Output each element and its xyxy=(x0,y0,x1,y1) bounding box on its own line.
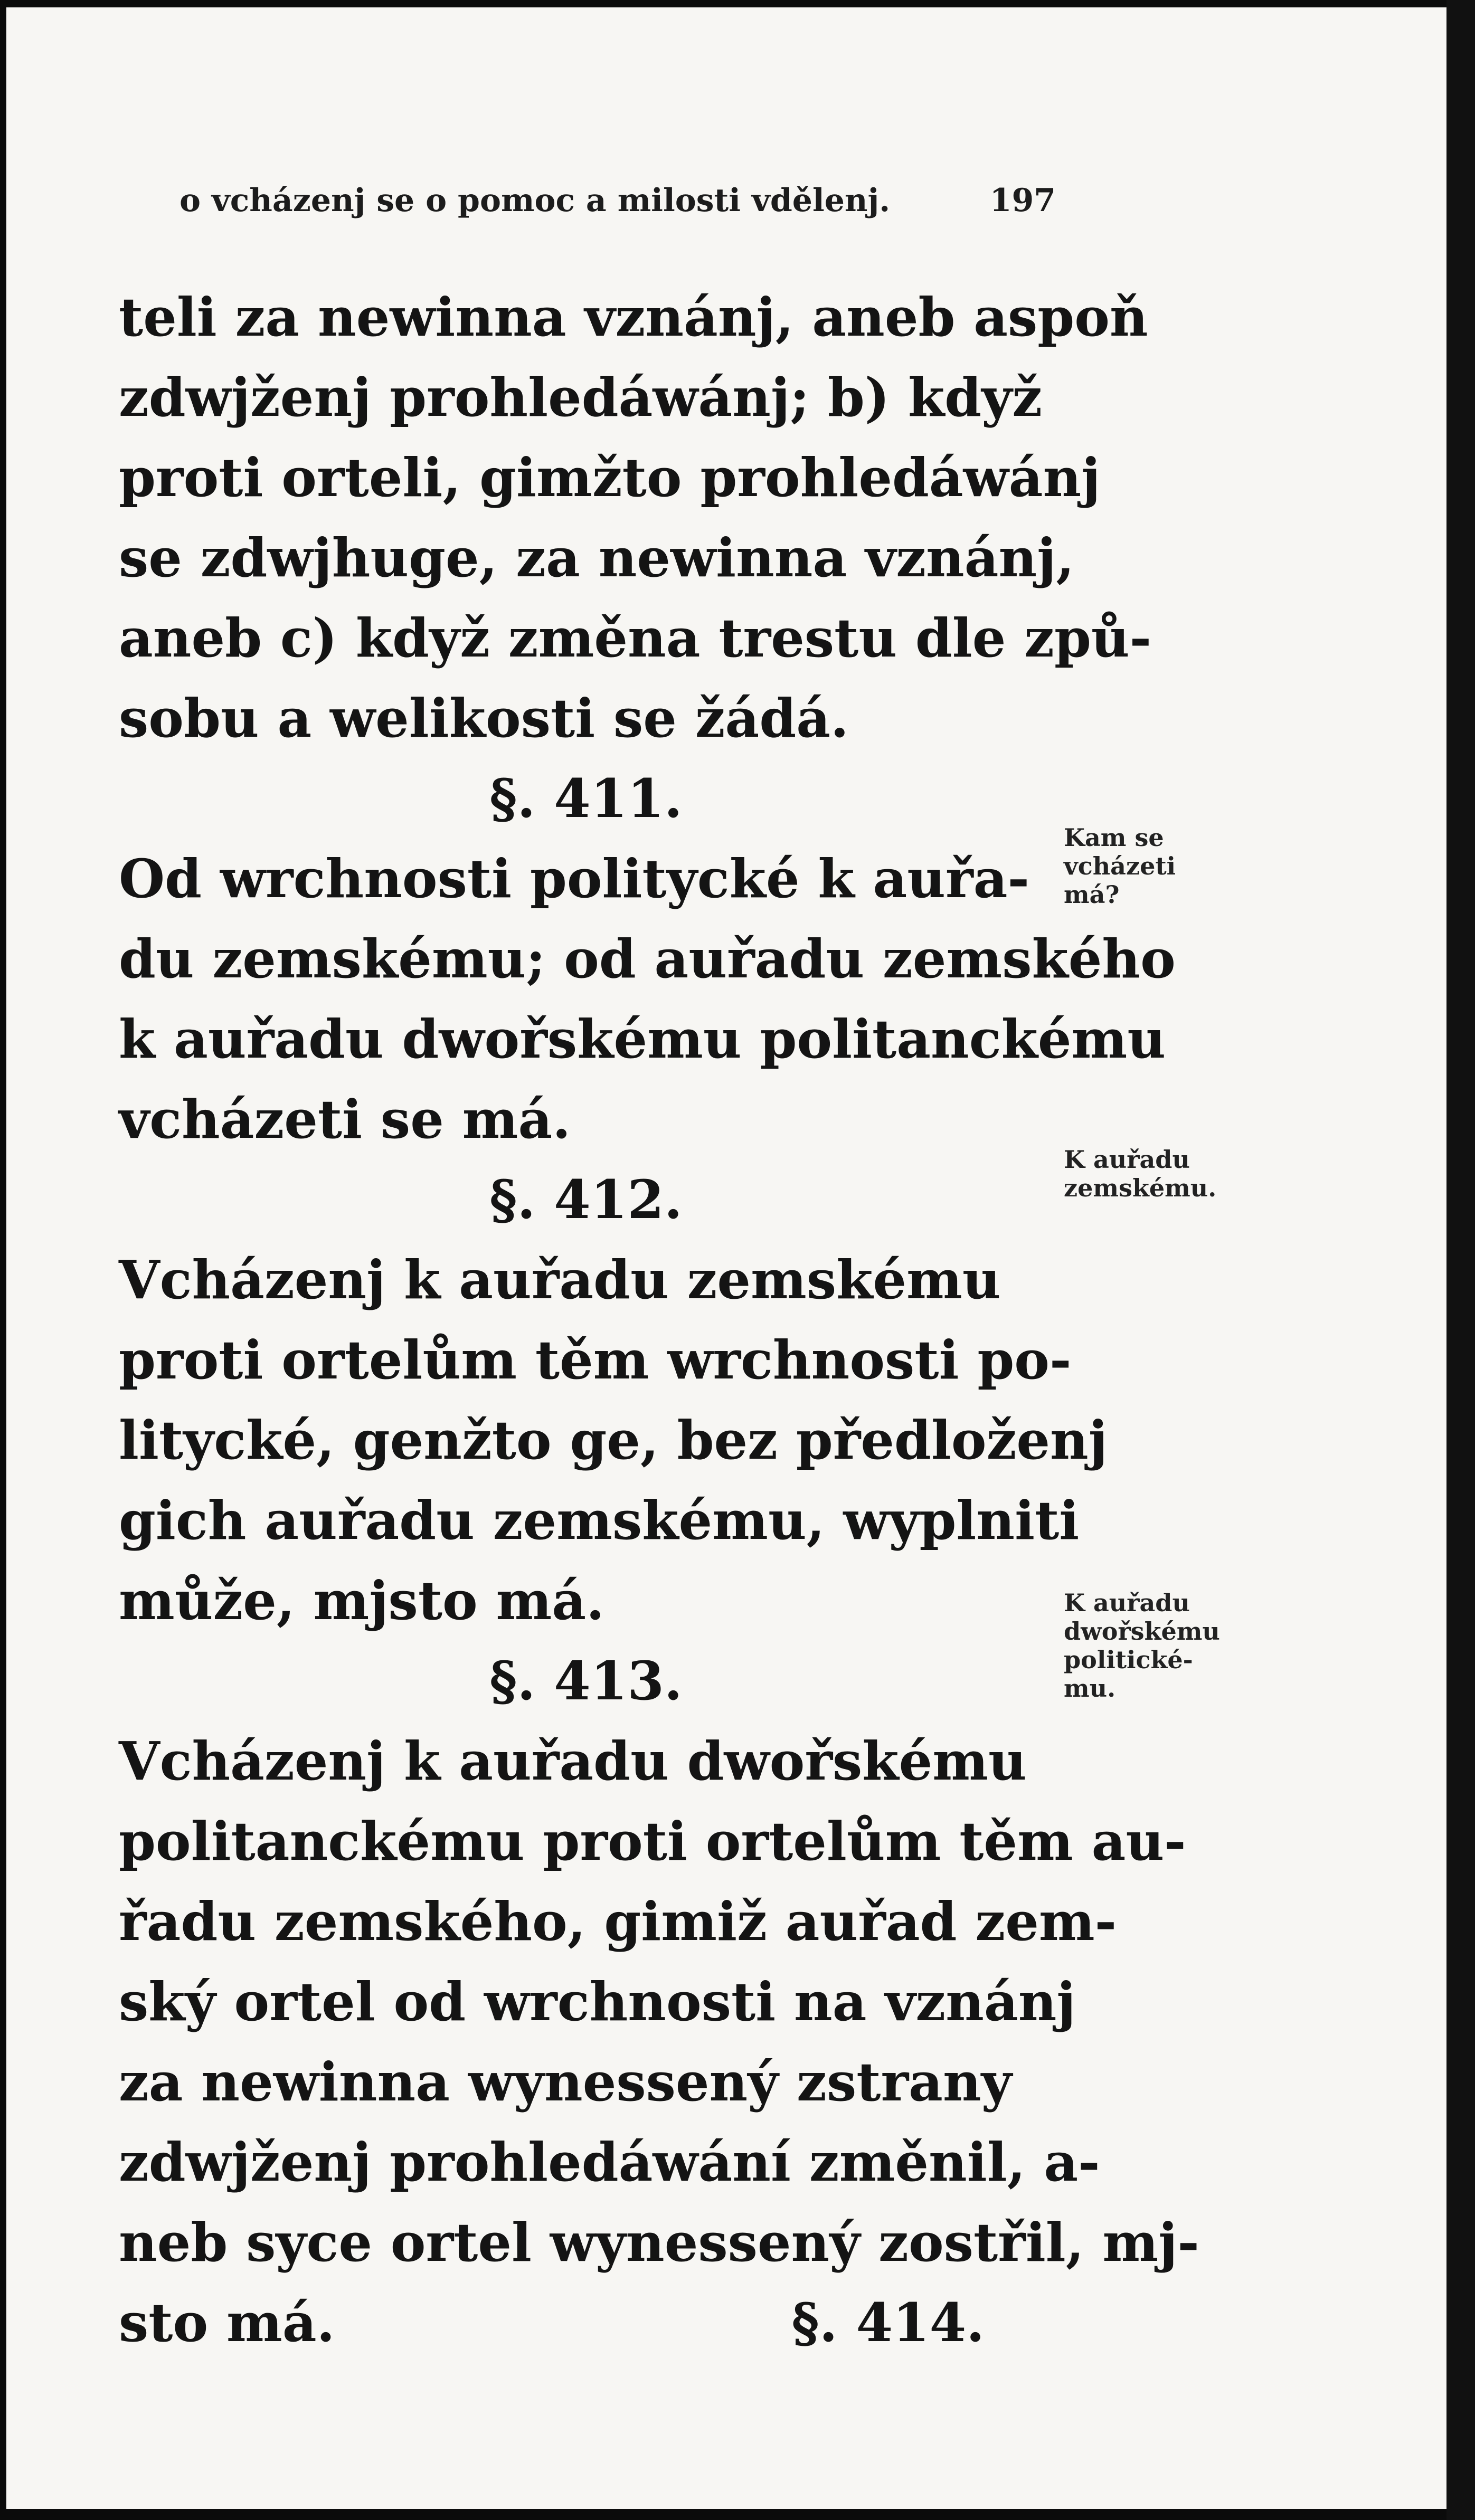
text-line: zdwjženj prohledáwánj; b) když xyxy=(119,366,1043,429)
text-line: sobu a welikosti se žádá. xyxy=(119,687,849,749)
margin-notes xyxy=(1064,0,1275,2520)
margin-note-3: K auřadu dwořskému politické- mu. xyxy=(1064,1589,1220,1703)
text-line: aneb c) když změna trestu dle způ- xyxy=(119,607,1152,669)
text-line: ský ortel od wrchnosti na vznánj xyxy=(119,1971,1076,2033)
text-line: du zemskému; od auřadu zemského xyxy=(119,928,1176,990)
text-line: zdwjženj prohledáwání změnil, a- xyxy=(119,2131,1100,2193)
section-heading-411: §. 411. xyxy=(489,767,683,830)
text-line: Od wrchnosti politycké k auřa- xyxy=(119,848,1029,910)
binding-edge xyxy=(1446,0,1475,2520)
text-line: Vcházenj k auřadu zemskému xyxy=(119,1249,1001,1311)
running-head-title: o vcházenj se o pomoc a milosti vdělenj. xyxy=(179,182,891,219)
text-line: vcházeti se má. xyxy=(119,1088,571,1150)
text-line: k auřadu dwořskému politanckému xyxy=(119,1008,1166,1070)
running-head xyxy=(179,182,1056,230)
text-line: politanckému proti ortelům těm au- xyxy=(119,1810,1186,1872)
page-number: 197 xyxy=(989,182,1056,219)
text-line: proti orteli, gimžto prohledáwánj xyxy=(119,446,1101,509)
text-line: gich auřadu zemskému, wyplniti xyxy=(119,1489,1080,1552)
text-line: sto má. §. 414. xyxy=(119,2283,1053,2363)
text-line: proti ortelům těm wrchnosti po- xyxy=(119,1329,1072,1391)
section-heading-413: §. 413. xyxy=(489,1650,683,1712)
text-line: za newinna wynessený zstrany xyxy=(119,2051,1012,2113)
catchword: §. 414. xyxy=(791,2291,985,2354)
margin-note-2: K auřadu zemskému. xyxy=(1064,1145,1217,1202)
text-line: se zdwjhuge, za newinna vznánj, xyxy=(119,527,1075,589)
margin-note-1: Kam se vcházeti má? xyxy=(1064,823,1176,909)
text-line: řadu zemského, gimiž auřad zem- xyxy=(119,1890,1117,1953)
text-line: Vcházenj k auřadu dwořskému xyxy=(119,1730,1027,1792)
section-heading-412: §. 412. xyxy=(489,1168,683,1231)
text-line: může, mjsto má. xyxy=(119,1570,604,1632)
text-line: litycké, genžto ge, bez předloženj xyxy=(119,1409,1108,1471)
text-line: neb syce ortel wynessený zostřil, mj- xyxy=(119,2211,1199,2274)
text-line: teli za newinna vznánj, aneb aspoň xyxy=(119,286,1148,348)
